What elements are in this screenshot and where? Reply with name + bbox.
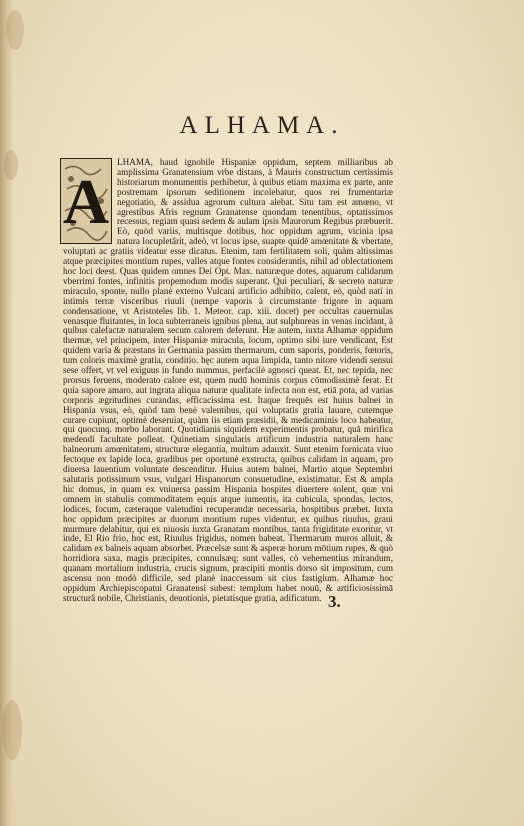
page-title: ALHAMA. [179,112,345,139]
body-text-block [63,158,393,604]
initial-letter: A [62,166,110,237]
foxing-stain [6,10,24,50]
page-number: 3. [328,592,341,611]
foxing-stain [2,700,22,760]
foxing-stain [4,150,18,180]
body-paragraph: LHAMA, haud ignobile Hispaniæ oppidum, septem milliaribus ab amplissima Granatensium vrbe distans, à Mauris constructum certissimis historiarum monumentis perhibetur, à quibus etiam maxima ex parte, ante postremam ipsorum seditionem incolebatur, quos rei frumentariæ negotiatio, & assidua agrorum cultura alebat. Situ tam est amœno, vt agrestibus Afris regnum Granatense quondam tenentibus, optatissimos recessus, regiam quasi sedem & aulam ipsis Maurorum Regibus præbuerit. Eò, quòd variis, multisque dotibus, hoc oppidum agrum, vicinia ipsa natura locupletârit, adeò, vt locus ipse, suapte quidē amœnitate & vbertate, voluptati ac gratiis videatur esse dicatus. Etenim, tam fertilitatem soli, quàm altissimas atque præcipites montium rupes, valles atque fontes considerantis, nihil ad oblectationem hoc loci deest. Quas quidem omnes Dei Opt. Max. naturæque dotes, aquarum calidarum vberrimi fontes, infinitis propemodum modis superant. Qui peculiari, & secreto naturæ miraculo, sponte, nullo planè externo Vulcani artificio adhibito, calent, eò, quòd nati in intimis terræ visceribus riuuli (nempe vaporis à circumstante frigore in aquam condensatione, vt Aristoteles lib. 1. Meteor. cap. xiii. docet) per occultas cauernulas venasque fluitantes, in loca subterraneis ignibus plena, aut sulphureas in venas incidant, à quibus calefactæ naturalem secum calorem deferunt. Hæ autem, iuxta Alhamæ oppidum thermæ, vel principem, inter Hispaniæ miracula, locum, optimo sibi iure vendicant, Est quidem varia & præstans in Germania passim thermarum, cum saporis, ponderis, fœtoris, tum coloris maximè gratia, conditio. hęc autem aqua limpida, tanto nitore videndi sensui sese offert, vt vel exiguus in fundo nummus, perfacilè agnosci queat. Et, nec tepida, nec prorsus feruens, moderato calore est, quem nudū hominis corpus cōmodissimè ferat. Et quia sapore amaro, aut ingrata aliqua naturæ qualitate infecta non est, etiā pota, ad varias corporis ægritudines curandas, efficacissima est. Itaque frequēs est huius balnei in Hispania vsus, eò, quòd tam benè valentibus, qui voluptatis gratia lauare, cutemque curare cupiunt, optimè deseruiat, quàm iis etiam præsidii, & medicaminis loco habeatur, qui quocunq. morbo laborant. Quotidianis siquidem experimentis probatur, quā mirifica medendi facultate polleat. Quinetiam singularis artificum industria naturalem hanc balneorum amœnitatem, structuræ elegantia, multum adauxit. Sunt etenim fornicata viuo fectoque ex lapide loca, gradibus per oportunè exstructa, quibus calidam in aquam, pro diuersa lauentium voluntate descenditur. Huius autem balnei, Martio atque Septembri salutaris potissimum vsus, vulgari Hispanorum consuetudine, existimatur. Est & ampla hic domus, in quam ex vniuersa passim Hispania hospites diuertere solent, quæ vni omnem in stabulis commoditatem equis atque iumentis, ita cubicula, spondas, lectos, lodices, focum, cæteraque valetudini recuperandæ necessaria, hospitibus præbet. Iuxta hoc oppidum præcipites ar duorum montium rupes videntur, ex quibus riuulus, graui murmure delabitur, qui ex niuosis iuxta Granatam montibus, tanta frigiditate exoritur, vt inde, El Rio frio, hoc est, Riuulus frigidus, nomen habeat. Thermarum muros alluit, & calidam ex balneis aquam absorbet. Præcelsæ sunt & asperæ horum mōtium rupes, & quò horridiora saxa, magis præcipites, connulsæq; sunt valles, cò vehementius mirandum, quanam mortalium industria, crucis signum, præcipiti montis dorso sit impositum, cum ascensu non modò difficile, sed planè inaccessum sit cius fastigium. Alhamæ hoc oppidum Archiepiscopatui Granatensi subest: templum habet nouū, & artificiosissimā structurâ nobile, Christianis, deuotionis, pietatisque gratia, adificatum. [63,157,393,603]
